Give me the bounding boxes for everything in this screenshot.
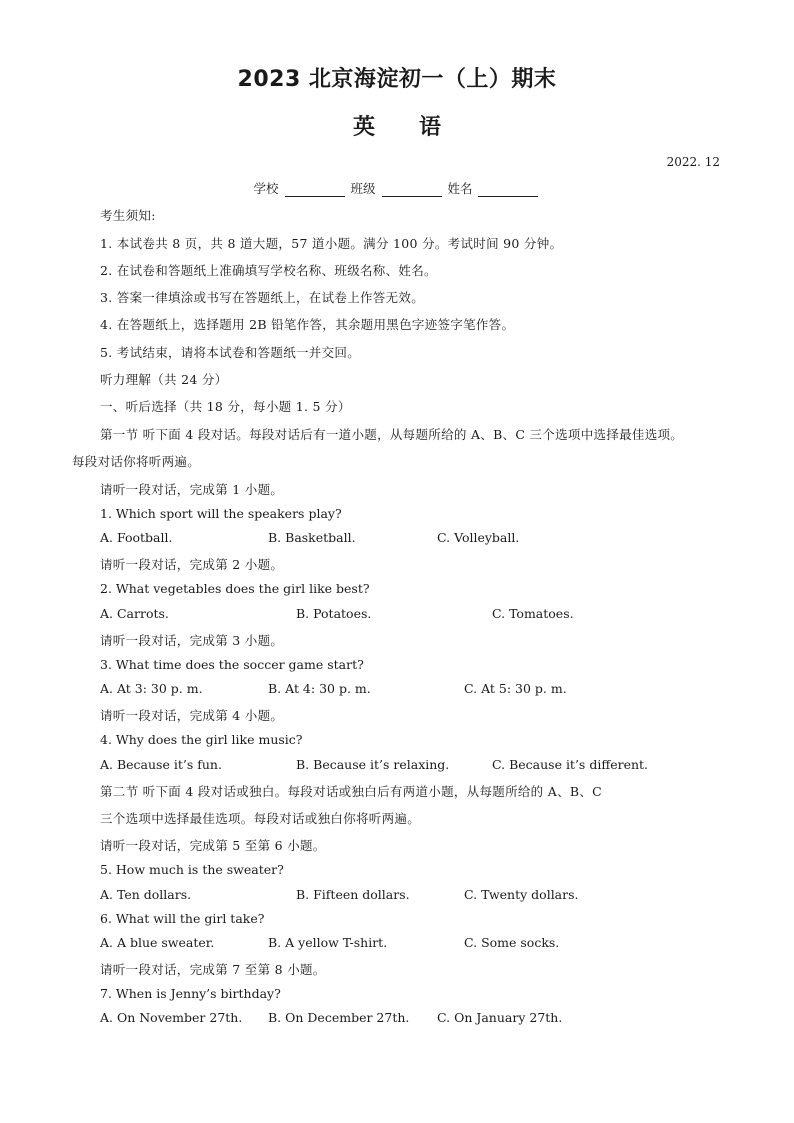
q1-option-a: A. Football. [100, 530, 173, 545]
q1-option-c: C. Volleyball. [437, 530, 520, 545]
q2-option-a: A. Carrots. [100, 606, 169, 621]
subject-char-2: 语 [419, 115, 442, 140]
class-label: 班级 [350, 181, 376, 196]
q7-option-a: A. On November 27th. [100, 1010, 243, 1025]
class-blank [382, 184, 442, 197]
question-3: 3. What time does the soccer game start? [100, 657, 364, 672]
q4-option-a: A. Because it’s fun. [100, 757, 222, 772]
q2-option-c: C. Tomatoes. [492, 606, 574, 621]
student-info-line [0, 179, 794, 197]
instruction-q1: 请听一段对话，完成第 1 小题。 [100, 482, 284, 497]
question-7: 7. When is Jenny’s birthday? [100, 986, 281, 1001]
notice-item: 4. 在答题纸上，选择题用 2B 铅笔作答，其余题用黑色字迹签字笔作答。 [100, 317, 515, 332]
q6-option-c: C. Some socks. [464, 935, 560, 950]
q4-option-c: C. Because it’s different. [492, 757, 649, 772]
part1-heading: 一、听后选择（共 18 分，每小题 1. 5 分） [100, 399, 351, 414]
school-blank [285, 184, 345, 197]
q2-option-b: B. Potatoes. [296, 606, 372, 621]
q3-option-c: C. At 5: 30 p. m. [464, 681, 567, 696]
notice-item: 5. 考试结束，请将本试卷和答题纸一并交回。 [100, 345, 361, 360]
exam-subject [0, 110, 794, 141]
instruction-q4: 请听一段对话，完成第 4 小题。 [100, 708, 284, 723]
q7-option-b: B. On December 27th. [268, 1010, 410, 1025]
section2-instruction: 第二节 听下面 4 段对话或独白。每段对话或独白后有两道小题，从每题所给的 A、B、C [100, 784, 603, 799]
question-5: 5. How much is the sweater? [100, 862, 284, 877]
notice-item: 1. 本试卷共 8 页，共 8 道大题，57 道小题。满分 100 分。考试时间 90 分钟。 [100, 236, 563, 251]
q5-option-a: A. Ten dollars. [100, 887, 192, 902]
q3-option-b: B. At 4: 30 p. m. [268, 681, 371, 696]
question-1: 1. Which sport will the speakers play? [100, 506, 342, 521]
q6-option-b: B. A yellow T-shirt. [268, 935, 388, 950]
section1-instruction: 第一节 听下面 4 段对话。每段对话后有一道小题，从每题所给的 A、B、C 三个选项中选择最佳选项。 [100, 427, 684, 442]
name-label: 姓名 [447, 181, 473, 196]
instruction-q3: 请听一段对话，完成第 3 小题。 [100, 633, 284, 648]
name-blank [478, 184, 538, 197]
question-2: 2. What vegetables does the girl like best? [100, 581, 370, 596]
notice-heading: 考生须知: [100, 208, 156, 223]
notice-item: 3. 答案一律填涂或书写在答题纸上，在试卷上作答无效。 [100, 290, 425, 305]
instruction-q5-6: 请听一段对话，完成第 5 至第 6 小题。 [100, 838, 326, 853]
q7-option-c: C. On January 27th. [437, 1010, 563, 1025]
exam-date: 2022. 12 [666, 155, 720, 169]
q5-option-b: B. Fifteen dollars. [296, 887, 410, 902]
q6-option-a: A. A blue sweater. [100, 935, 215, 950]
section1-instruction-cont: 每段对话你将听两遍。 [72, 454, 201, 469]
instruction-q2: 请听一段对话，完成第 2 小题。 [100, 557, 284, 572]
q1-option-b: B. Basketball. [268, 530, 356, 545]
listening-heading: 听力理解（共 24 分） [100, 372, 228, 387]
question-6: 6. What will the girl take? [100, 911, 265, 926]
notice-item: 2. 在试卷和答题纸上准确填写学校名称、班级名称、姓名。 [100, 263, 437, 278]
subject-char-1: 英 [352, 115, 375, 140]
school-label: 学校 [253, 181, 279, 196]
exam-title: 2023 北京海淀初一（上）期末 [237, 67, 557, 92]
question-4: 4. Why does the girl like music? [100, 732, 303, 747]
instruction-q7-8: 请听一段对话，完成第 7 至第 8 小题。 [100, 962, 326, 977]
q4-option-b: B. Because it’s relaxing. [296, 757, 450, 772]
q3-option-a: A. At 3: 30 p. m. [100, 681, 203, 696]
section2-instruction-cont: 三个选项中选择最佳选项。每段对话或独白你将听两遍。 [100, 811, 421, 826]
q5-option-c: C. Twenty dollars. [464, 887, 579, 902]
